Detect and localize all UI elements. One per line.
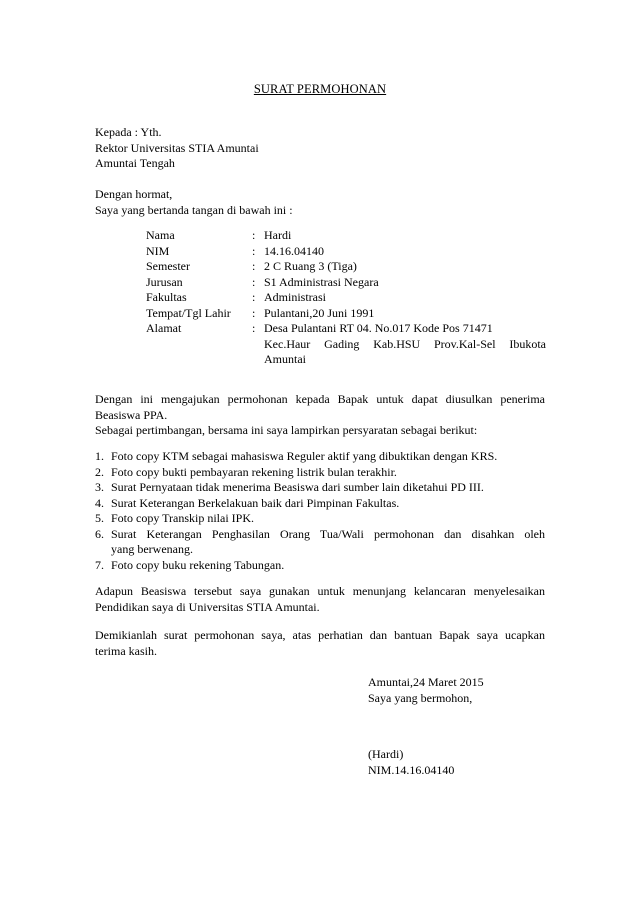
- greeting-line: Saya yang bertanda tangan di bawah ini :: [95, 202, 293, 217]
- letter-title: SURAT PERMOHONAN: [253, 82, 387, 96]
- info-label: Jurusan: [146, 274, 183, 289]
- list-item: [95, 558, 545, 574]
- info-label: Fakultas: [146, 290, 187, 304]
- info-row: [146, 275, 546, 291]
- info-colon: :: [252, 321, 256, 335]
- paragraph-line: Pendidikan saya di Universitas STIA Amuntai.: [95, 599, 320, 614]
- info-colon: :: [252, 243, 256, 258]
- list-text: Foto copy KTM sebagai mahasiswa Reguler aktif yang dibuktikan dengan KRS.: [111, 449, 498, 463]
- info-label: Nama: [146, 228, 175, 242]
- signature-footer: [368, 747, 568, 778]
- signer-name: (Hardi): [368, 747, 404, 761]
- info-row: [146, 244, 546, 260]
- recipient-line: Amuntai Tengah: [95, 156, 175, 170]
- info-value: Pulantani,20 Juni 1991: [264, 305, 375, 320]
- paragraph-line: Adapun Beasiswa tersebut saya gunakan untuk menunjang kelancaran menyelesaikan: [95, 584, 545, 598]
- info-label: Semester: [146, 259, 190, 273]
- list-text: Surat Pernyataan tidak menerima Beasiswa dari sumber lain diketahui PD III.: [111, 480, 484, 494]
- signature-header: [368, 675, 568, 706]
- info-colon: :: [252, 228, 256, 242]
- info-value: Amuntai: [264, 352, 306, 366]
- info-colon: :: [252, 259, 256, 273]
- info-colon: :: [252, 305, 256, 320]
- list-text: Surat Keterangan Berkelakuan baik dari Pimpinan Fakultas.: [111, 495, 400, 510]
- info-row: [146, 321, 546, 337]
- paragraph-line: Dengan ini mengajukan permohonan kepada Bapak untuk dapat diusulkan penerima: [95, 392, 545, 406]
- info-label: Alamat: [146, 321, 182, 335]
- info-row: [146, 337, 546, 353]
- info-value: 14.16.04140: [264, 243, 324, 258]
- info-value: Hardi: [264, 228, 292, 242]
- info-colon: :: [252, 290, 256, 304]
- info-colon: :: [252, 274, 256, 289]
- info-row: [146, 290, 546, 306]
- recipient-line: Rektor Universitas STIA Amuntai: [95, 140, 259, 155]
- list-text: Foto copy Transkip nilai IPK.: [111, 511, 255, 525]
- info-value: Kec.Haur Gading Kab.HSU Prov.Kal-Sel Ibukota: [264, 336, 546, 351]
- list-text: Surat Keterangan Penghasilan Orang Tua/Wali permohonan dan disahkan oleh: [111, 526, 545, 541]
- info-value: 2 C Ruang 3 (Tiga): [264, 259, 357, 273]
- recipient-block: [95, 125, 545, 172]
- list-text: Foto copy buku rekening Tabungan.: [111, 557, 285, 572]
- paragraph-line: Sebagai pertimbangan, bersama ini saya lampirkan persyaratan sebagai berikut:: [95, 423, 478, 437]
- list-number: 5.: [95, 511, 104, 525]
- list-item: [95, 527, 545, 558]
- applicant-label: Saya yang bermohon,: [368, 690, 473, 705]
- signer-nim: NIM.14.16.04140: [368, 762, 455, 777]
- list-text: yang berwenang.: [111, 542, 193, 556]
- info-row: [146, 259, 546, 275]
- applicant-info: [146, 228, 546, 368]
- info-label: NIM: [146, 243, 170, 258]
- greeting-block: [95, 187, 545, 218]
- info-value: Desa Pulantani RT 04. No.017 Kode Pos 71471: [264, 321, 493, 335]
- list-text: Foto copy bukti pembayaran rekening listrik bulan terakhir.: [111, 464, 397, 479]
- paragraph-line: Beasiswa PPA.: [95, 407, 168, 422]
- list-number: 2.: [95, 464, 104, 479]
- list-number: 7.: [95, 557, 104, 572]
- requirements-list: [95, 449, 545, 573]
- closing-paragraph: [95, 628, 545, 659]
- info-row: [146, 352, 546, 368]
- list-number: 3.: [95, 480, 104, 494]
- recipient-line: Kepada : Yth.: [95, 125, 162, 139]
- info-value: Administrasi: [264, 290, 326, 304]
- paragraph-line: Demikianlah surat permohonan saya, atas perhatian dan bantuan Bapak saya ucapkan: [95, 628, 545, 642]
- paragraph-line: terima kasih.: [95, 643, 157, 658]
- list-number: 4.: [95, 495, 104, 510]
- purpose-paragraph: [95, 584, 545, 615]
- intro-paragraph: [95, 392, 545, 439]
- list-item: [95, 465, 545, 481]
- list-item: [95, 480, 545, 496]
- info-row: [146, 306, 546, 322]
- info-label: Tempat/Tgl Lahir: [146, 305, 231, 320]
- list-item: [95, 449, 545, 465]
- place-date: Amuntai,24 Maret 2015: [368, 675, 484, 689]
- greeting-line: Dengan hormat,: [95, 187, 173, 201]
- info-row: [146, 228, 546, 244]
- list-number: 6.: [95, 526, 104, 541]
- info-value: S1 Administrasi Negara: [264, 274, 379, 289]
- list-item: [95, 511, 545, 527]
- list-item: [95, 496, 545, 512]
- list-number: 1.: [95, 449, 104, 463]
